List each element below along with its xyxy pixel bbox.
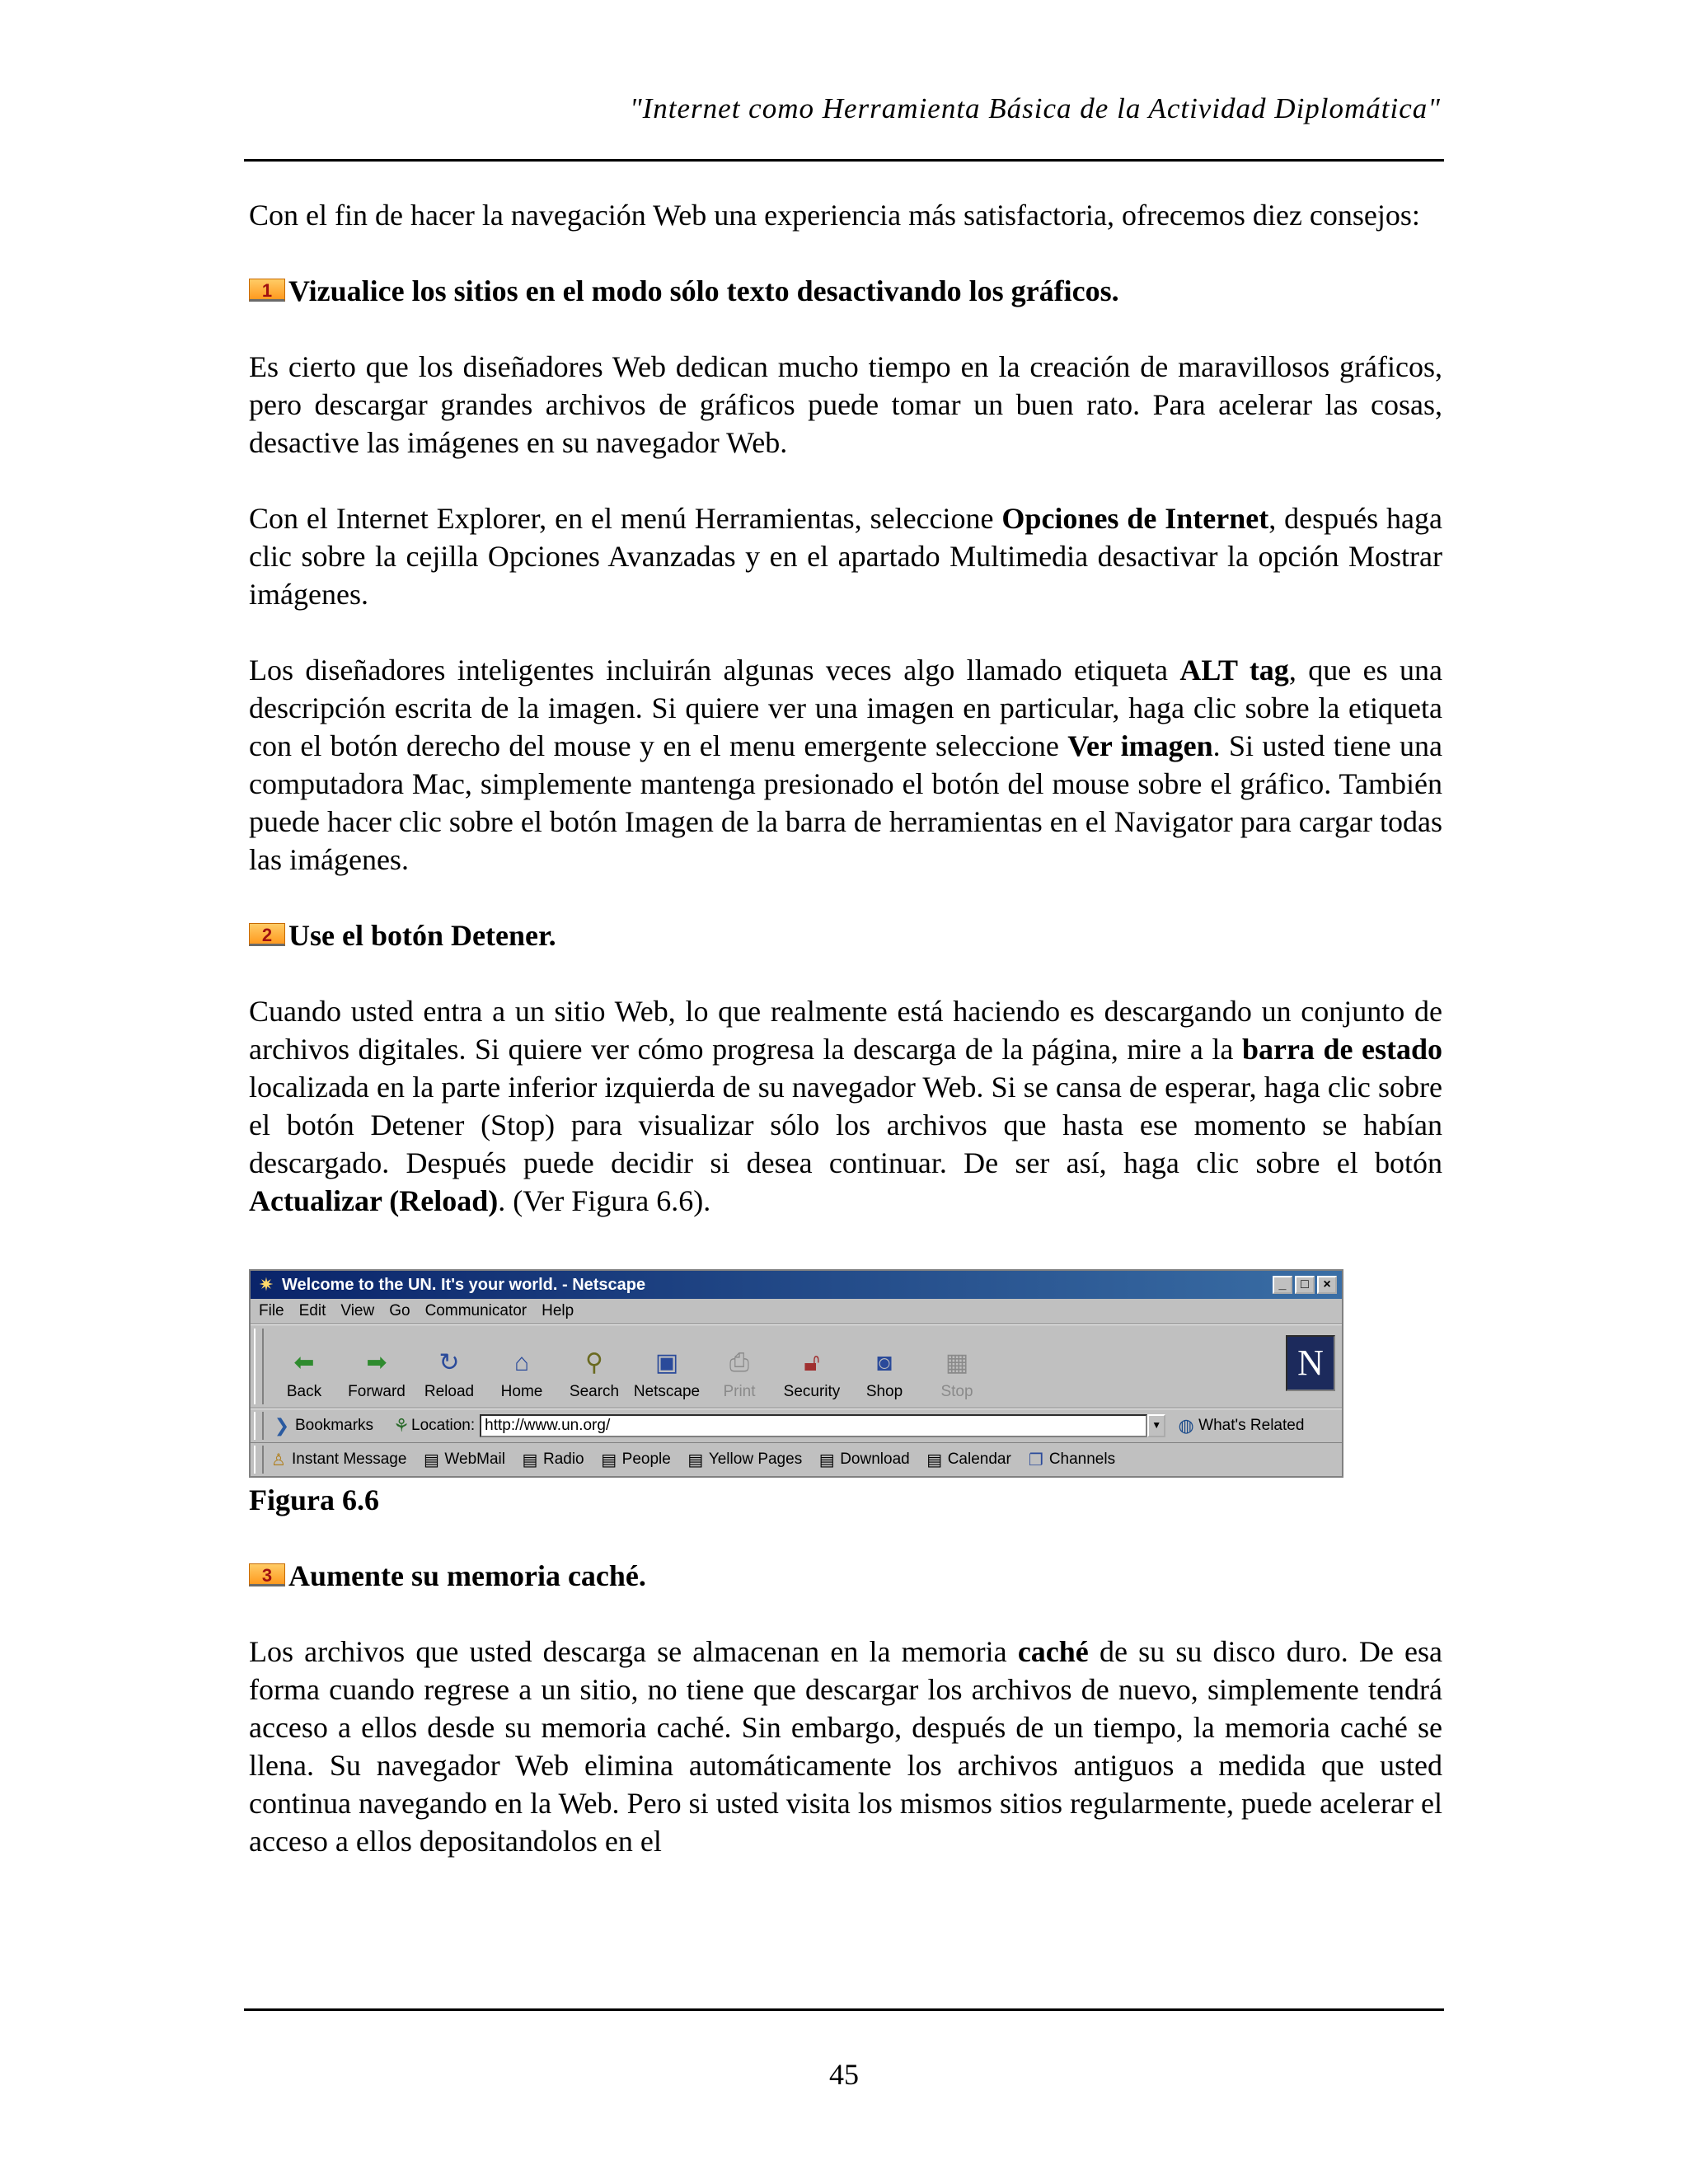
bookmarks-icon[interactable]: ❯: [274, 1415, 290, 1436]
tip-2-title: Use el botón Detener.: [288, 919, 556, 952]
bookmarks-button[interactable]: Bookmarks: [295, 1417, 374, 1434]
text-run: Los archivos que usted descarga se almacenan en la memoria: [249, 1635, 1018, 1668]
calendar-link[interactable]: [925, 1450, 1011, 1470]
forward-button[interactable]: [341, 1347, 412, 1401]
link-label: Download: [840, 1451, 910, 1468]
text-run: Con el Internet Explorer, en el menú Herramientas, seleccione: [249, 502, 1002, 535]
security-button[interactable]: [776, 1347, 847, 1401]
tip-2-paragraph-1: [249, 992, 1442, 1220]
minimize-icon[interactable]: _: [1273, 1276, 1292, 1294]
tip-1-heading: [249, 272, 1442, 310]
back-button[interactable]: [269, 1347, 340, 1401]
text-run: , que es una descripción escrita de la imagen. Si quiere ver una imagen en particular, haga clic sobre la etiqueta con el botón derecho del mouse y en el menu emergente seleccione: [249, 654, 1442, 762]
link-label: Channels: [1048, 1451, 1116, 1468]
bold-run: ALT tag: [1179, 654, 1289, 687]
navigation-toolbar: [251, 1324, 1342, 1408]
folder-icon: ❐: [1028, 1451, 1043, 1469]
menu-file[interactable]: File: [259, 1302, 284, 1319]
url-input[interactable]: http://www.un.org/: [480, 1414, 1147, 1437]
stop-button[interactable]: [921, 1347, 992, 1401]
instant-message-link[interactable]: [269, 1450, 406, 1470]
bookmark-page-icon: ▤: [687, 1451, 704, 1469]
download-link[interactable]: [817, 1450, 910, 1470]
tip-1-paragraph-2: [249, 499, 1442, 613]
tip-number-badge: 2: [249, 923, 285, 946]
text-run: localizada en la parte inferior izquierda de su navegador Web. Si se cansa de esperar, haga clic sobre el botón Detener (Stop) para visualizar sólo los archivos que hasta ese momento se habían descargado. Después puede decidir si desea continuar. De ser así, haga clic sobre el botón: [249, 1071, 1442, 1179]
menu-view[interactable]: View: [340, 1302, 375, 1319]
link-label: Instant Message: [292, 1451, 407, 1468]
link-label: Yellow Pages: [708, 1451, 803, 1468]
tip-1-title: Vizualice los sitios en el modo sólo texto desactivando los gráficos.: [288, 274, 1119, 307]
people-link[interactable]: [599, 1450, 671, 1470]
search-button[interactable]: [559, 1347, 630, 1401]
bookmark-page-icon: ▤: [601, 1451, 617, 1469]
maximize-icon[interactable]: □: [1295, 1276, 1315, 1294]
link-label: Radio: [542, 1451, 584, 1468]
button-label: Security: [783, 1383, 841, 1400]
print-button[interactable]: [704, 1347, 775, 1401]
page-content: [249, 196, 1442, 1860]
person-icon: ♙: [271, 1451, 286, 1469]
menu-go[interactable]: Go: [389, 1302, 410, 1319]
menu-help[interactable]: Help: [542, 1302, 574, 1319]
channels-link[interactable]: [1026, 1450, 1115, 1470]
button-label: Home: [500, 1383, 543, 1400]
tip-2-heading: [249, 916, 1442, 954]
back-arrow-icon: ⬅: [293, 1349, 315, 1376]
reload-icon: ↻: [438, 1349, 460, 1376]
toolbar-grip[interactable]: [254, 1446, 264, 1474]
reload-button[interactable]: [414, 1347, 485, 1401]
tip-3-heading: [249, 1557, 1442, 1595]
bookmark-page-icon: ▤: [423, 1451, 439, 1469]
tip-3-title: Aumente su memoria caché.: [288, 1559, 646, 1592]
text-run: Los diseñadores inteligentes incluirán algunas veces algo llamado etiqueta: [249, 654, 1180, 687]
button-label: Print: [723, 1383, 756, 1400]
printer-icon: ⎙: [729, 1349, 749, 1376]
bookmark-page-icon: ▤: [926, 1451, 943, 1469]
button-label: Reload: [424, 1383, 475, 1400]
text-run: Cuando usted entra a un sitio Web, lo que realmente está haciendo es descargando un conjunto de archivos digitales. Si quiere ver cómo progresa la descarga de la página, mire a la: [249, 995, 1442, 1066]
home-icon: ⌂: [513, 1349, 530, 1376]
tip-3-paragraph-1: [249, 1633, 1442, 1860]
chevron-down-icon[interactable]: ▼: [1147, 1414, 1165, 1437]
bookmark-page-icon: ▤: [818, 1451, 835, 1469]
yellow-pages-link[interactable]: [686, 1450, 802, 1470]
bold-run: caché: [1017, 1635, 1089, 1668]
browser-menubar: [251, 1299, 1342, 1324]
text-run: . Si usted tiene una computadora Mac, simplemente mantenga presionado el botón del mouse sobre el gráfico. También puede hacer clic sobre el botón Imagen de la barra de herramientas en el Navigator para cargar todas las imágenes.: [249, 729, 1442, 876]
tip-1-paragraph-1: Es cierto que los diseñadores Web dedican mucho tiempo en la creación de maravillosos gráficos, pero descargar grandes archivos de gráficos puede tomar un buen rato. Para acelerar las cosas, desactive las imágenes en su navegador Web.: [249, 350, 1442, 459]
my-netscape-icon: ▣: [654, 1349, 679, 1376]
whats-related-button[interactable]: What's Related: [1198, 1417, 1305, 1434]
figure-caption: Figura 6.6: [249, 1483, 379, 1516]
radio-link[interactable]: [520, 1450, 584, 1470]
netscape-app-icon: ✷: [258, 1274, 274, 1295]
running-header: "Internet como Herramienta Básica de la Actividad Diplomática": [629, 92, 1441, 124]
search-icon: ⚲: [585, 1349, 603, 1376]
browser-screenshot-figure: [249, 1269, 1343, 1478]
close-icon[interactable]: ×: [1317, 1276, 1337, 1294]
netscape-logo: N: [1286, 1335, 1335, 1391]
bold-run: Opciones de Internet: [1001, 502, 1269, 535]
toolbar-grip[interactable]: [254, 1329, 264, 1404]
header-rule: [244, 159, 1444, 162]
padlock-icon: 🔓︎: [804, 1349, 820, 1376]
location-label: Location:: [411, 1417, 476, 1434]
bookmark-page-icon: ▤: [522, 1451, 538, 1469]
link-label: People: [621, 1451, 671, 1468]
intro-paragraph: Con el fin de hacer la navegación Web una experiencia más satisfactoria, ofrecemos diez consejos:: [249, 199, 1420, 232]
forward-arrow-icon: ➡: [366, 1349, 387, 1376]
home-button[interactable]: [486, 1347, 557, 1401]
webmail-link[interactable]: [421, 1450, 505, 1470]
browser-window-title: Welcome to the UN. It's your world. - Netscape: [282, 1275, 646, 1294]
footer-rule: [244, 2008, 1444, 2011]
page-number: 45: [829, 2058, 859, 2091]
whats-related-icon[interactable]: ◍: [1178, 1415, 1194, 1436]
stop-icon: ▦: [945, 1349, 969, 1376]
link-label: Calendar: [947, 1451, 1011, 1468]
text-run: de su su disco duro. De esa forma cuando regrese a un sitio, no tiene que descargar los archivos de nuevo, simplemente tendrá acceso a ellos desde su memoria caché. Sin embargo, después de un tiempo, la memoria caché se llena. Su navegador Web elimina automáticamente los archivos antiguos a medida que usted continua navegando en la Web. Pero si usted visita los mismos sitios regularmente, puede acelerar el acceso a ellos depositandolos en el: [249, 1635, 1443, 1858]
tip-number-badge: 3: [249, 1563, 285, 1586]
bold-run: Actualizar (Reload): [249, 1184, 499, 1217]
browser-titlebar: [251, 1271, 1342, 1299]
button-label: Netscape: [633, 1383, 701, 1400]
button-label: Shop: [865, 1383, 903, 1400]
page-proxy-icon[interactable]: ⚘: [393, 1415, 410, 1436]
bold-run: barra de estado: [1241, 1033, 1442, 1066]
button-label: Search: [569, 1383, 620, 1400]
location-toolbar: [251, 1408, 1342, 1443]
personal-toolbar: [251, 1443, 1342, 1476]
link-label: WebMail: [444, 1451, 505, 1468]
tip-number-badge: 1: [249, 279, 285, 302]
menu-edit[interactable]: Edit: [298, 1302, 326, 1319]
shopping-bag-icon: ◙: [876, 1349, 893, 1376]
tip-1-paragraph-3: [249, 651, 1442, 879]
button-label: Back: [286, 1383, 322, 1400]
shop-button[interactable]: [849, 1347, 920, 1401]
netscape-button[interactable]: [631, 1347, 702, 1401]
button-label: Forward: [348, 1383, 406, 1400]
toolbar-grip[interactable]: [254, 1412, 264, 1440]
text-run: . (Ver Figura 6.6).: [498, 1184, 711, 1217]
button-label: Stop: [940, 1383, 973, 1400]
text-run: , después haga clic sobre la cejilla Opciones Avanzadas y en el apartado Multimedia desactivar la opción Mostrar imágenes.: [249, 502, 1442, 611]
menu-communicator[interactable]: Communicator: [424, 1302, 528, 1319]
bold-run: Ver imagen: [1067, 729, 1213, 762]
